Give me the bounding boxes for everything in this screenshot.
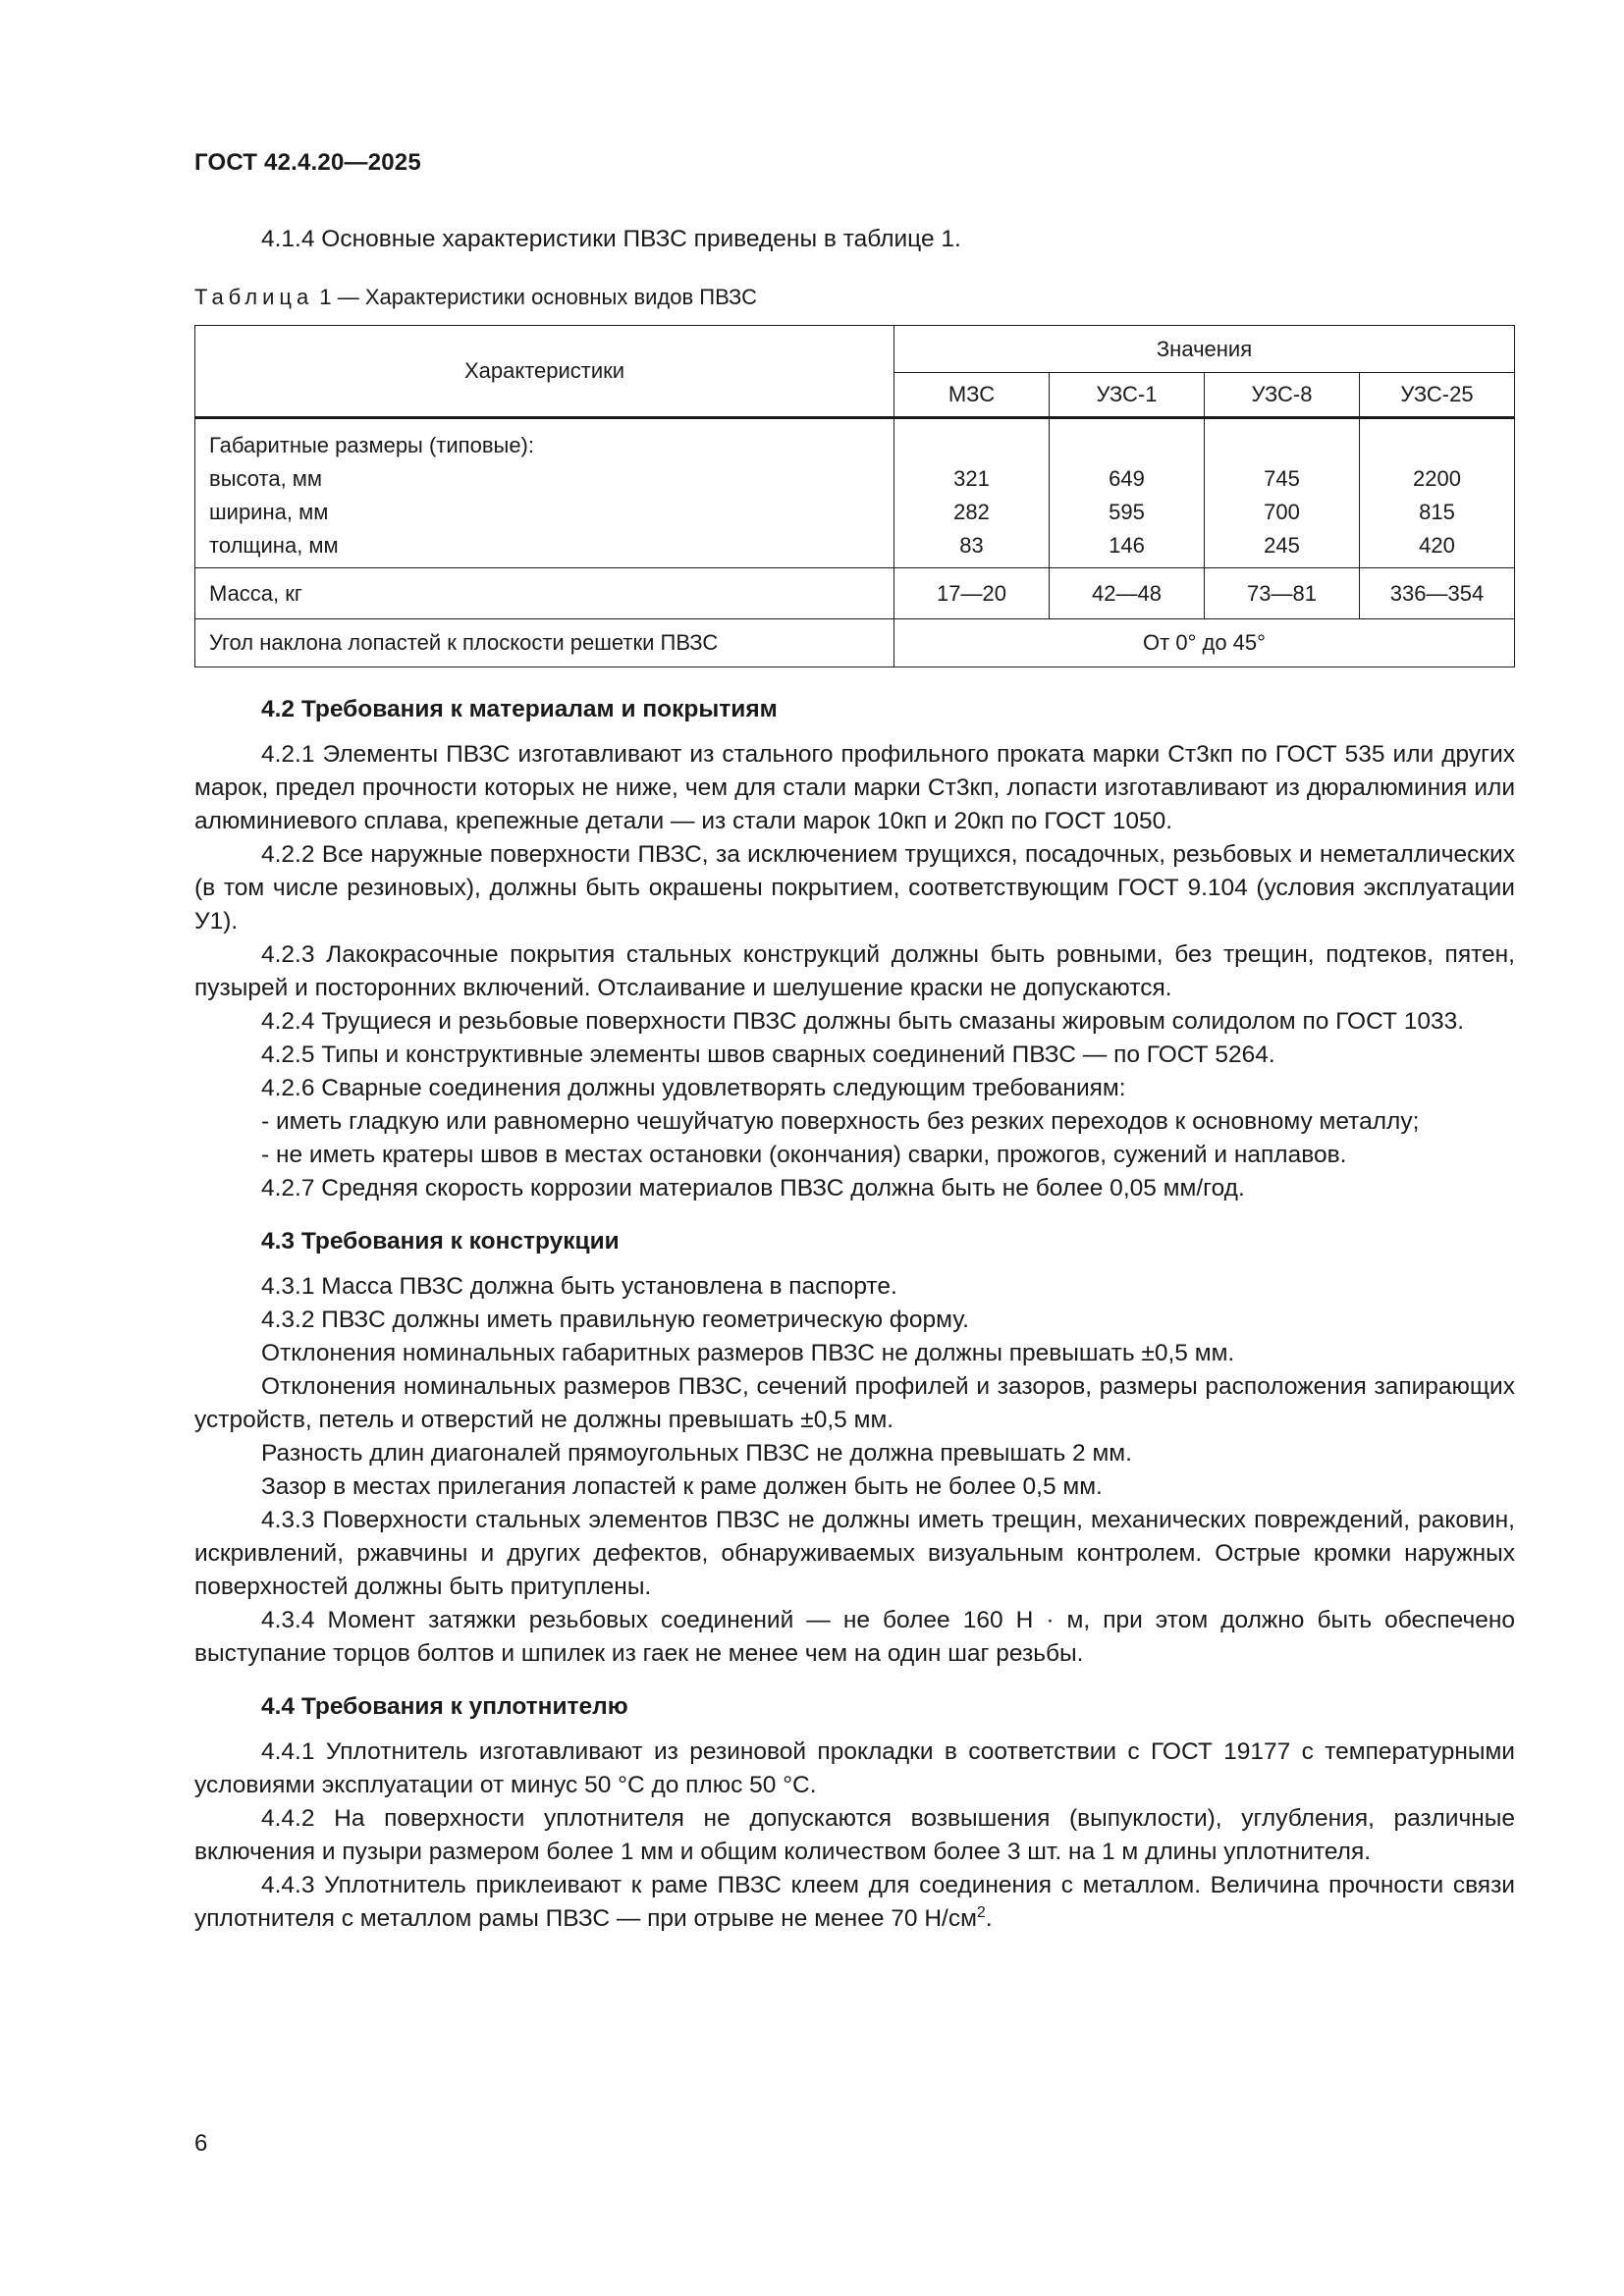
- superscript: 2: [976, 1903, 986, 1921]
- table-row-dimensions: [195, 418, 1515, 568]
- dims-label-thickness: толщина, мм: [209, 533, 339, 558]
- paragraph: Отклонения номинальных габаритных размеров ПВЗС не должны превышать ±0,5 мм.: [261, 1340, 1235, 1366]
- dims-values-uzs8: [1205, 418, 1360, 568]
- paragraph: 4.4.2 На поверхности уплотнителя не допускаются возвышения (выпуклости), углубления, различные включения и пузыри размером более 1 мм и общим количеством более 3 шт. на 1 м длины уплотнителя.: [194, 1805, 1515, 1865]
- cell-value: 815: [1419, 500, 1455, 524]
- table-intro: 4.1.4 Основные характеристики ПВЗС приведены в таблице 1.: [261, 226, 961, 252]
- cell-value: 420: [1419, 533, 1455, 558]
- paragraph: 4.3.1 Масса ПВЗС должна быть установлена в паспорте.: [261, 1273, 897, 1300]
- paragraph: Отклонения номинальных размеров ПВЗС, сечений профилей и зазоров, размеры расположения запирающих устройств, петель и отверстий не должны превышать ±0,5 мм.: [194, 1373, 1515, 1433]
- header-col-uzs1: УЗС-1: [1050, 373, 1205, 418]
- paragraph: 4.2.5 Типы и конструктивные элементы швов сварных соединений ПВЗС — по ГОСТ 5264.: [261, 1041, 1275, 1068]
- angle-value: От 0° до 45°: [894, 619, 1515, 667]
- paragraph: 4.2.6 Сварные соединения должны удовлетворять следующим требованиям:: [261, 1075, 1126, 1101]
- section-4-2: [194, 693, 1515, 1936]
- table-caption: [194, 285, 757, 310]
- cell-value: 336—354: [1360, 568, 1515, 619]
- mass-label: Масса, кг: [195, 568, 894, 619]
- cell-value: 2200: [1413, 466, 1461, 491]
- table-row-angle: [195, 619, 1515, 667]
- header-values: Значения: [894, 326, 1515, 373]
- cell-value: 700: [1264, 500, 1300, 524]
- cell-value: 73—81: [1205, 568, 1360, 619]
- paragraph: 4.2.2 Все наружные поверхности ПВЗС, за исключением трущихся, посадочных, резьбовых и неметаллических (в том числе резиновых), должны быть окрашены покрытием, соответствующим ГОСТ 9.104 (условия эксплуатации У1).: [194, 841, 1515, 934]
- dims-values-uzs25: [1360, 418, 1515, 568]
- section-heading: 4.2 Требования к материалам и покрытиям: [261, 696, 778, 722]
- paragraph: Зазор в местах прилегания лопастей к раме должен быть не более 0,5 мм.: [261, 1473, 1103, 1500]
- header-col-uzs25: УЗС-25: [1360, 373, 1515, 418]
- paragraph: 4.4.1 Уплотнитель изготавливают из резиновой прокладки в соответствии с ГОСТ 19177 с температурными условиями эксплуатации от минус 50 °С до плюс 50 °С.: [194, 1738, 1515, 1798]
- dims-values-uzs1: [1050, 418, 1205, 568]
- characteristics-table: [194, 325, 1515, 667]
- paragraph: 4.3.4 Момент затяжки резьбовых соединений — не более 160 Н · м, при этом должно быть обеспечено выступание торцов болтов и шпилек из гаек не менее чем на один шаг резьбы.: [194, 1607, 1515, 1667]
- table-caption-word: Таблица: [194, 285, 314, 309]
- paragraph-end: .: [985, 1905, 993, 1932]
- paragraph: 4.2.4 Трущиеся и резьбовые поверхности ПВЗС должны быть смазаны жировым солидолом по ГОСТ 1033.: [261, 1008, 1465, 1035]
- paragraph: 4.2.7 Средняя скорость коррозии материалов ПВЗС должна быть не более 0,05 мм/год.: [261, 1175, 1245, 1201]
- dims-values-mzs: [894, 418, 1050, 568]
- paragraph-text: 4.4.3 Уплотнитель приклеивают к раме ПВЗС клеем для соединения с металлом. Величина прочности связи уплотнителя с металлом рамы ПВЗС — при отрыве не менее 70 Н/см: [194, 1872, 1515, 1932]
- paragraph: 4.2.1 Элементы ПВЗС изготавливают из стального профильного проката марки Ст3кп по ГОСТ 535 или других марок, предел прочности которых не ниже, чем для стали марки Ст3кп, лопасти изготавливают из дюралюминия или алюминиевого сплава, крепежные детали — из стали марок 10кп и 20кп по ГОСТ 1050.: [194, 741, 1515, 834]
- paragraph: 4.3.2 ПВЗС должны иметь правильную геометрическую форму.: [261, 1307, 969, 1333]
- cell-value: 321: [953, 466, 990, 491]
- header-col-mzs: МЗС: [894, 373, 1050, 418]
- cell-value: 146: [1109, 533, 1145, 558]
- header-col-uzs8: УЗС-8: [1205, 373, 1360, 418]
- cell-value: 42—48: [1050, 568, 1205, 619]
- cell-value: 649: [1109, 466, 1145, 491]
- paragraph: 4.2.3 Лакокрасочные покрытия стальных конструкций должны быть ровными, без трещин, подтеков, пятен, пузырей и посторонних включений. Отслаивание и шелушение краски не допускаются.: [194, 941, 1515, 1001]
- paragraph: Разность длин диагоналей прямоугольных ПВЗС не должна превышать 2 мм.: [261, 1440, 1132, 1467]
- cell-value: 282: [953, 500, 990, 524]
- paragraph: [194, 1869, 1515, 1936]
- cell-value: 17—20: [894, 568, 1050, 619]
- paragraph: - иметь гладкую или равномерно чешуйчатую поверхность без резких переходов к основному металлу;: [261, 1108, 1420, 1135]
- document-code: ГОСТ 42.4.20—2025: [194, 149, 421, 176]
- dims-label-width: ширина, мм: [209, 500, 329, 524]
- cell-value: 245: [1264, 533, 1300, 558]
- section-heading: 4.3 Требования к конструкции: [261, 1228, 620, 1255]
- cell-value: 745: [1264, 466, 1300, 491]
- paragraph: - не иметь кратеры швов в местах остановки (окончания) сварки, прожогов, сужений и наплавов.: [261, 1142, 1347, 1168]
- cell-value: 83: [959, 533, 984, 558]
- cell-value: 595: [1109, 500, 1145, 524]
- dims-label-height: высота, мм: [209, 466, 323, 491]
- paragraph: 4.3.3 Поверхности стальных элементов ПВЗС не должны иметь трещин, механических повреждений, раковин, искривлений, ржавчины и других дефектов, обнаруживаемых визуальным контролем. Острые кромки наружных поверхностей должны быть притуплены.: [194, 1507, 1515, 1600]
- dims-title: Габаритные размеры (типовые):: [209, 433, 534, 457]
- header-characteristics: Характеристики: [195, 326, 894, 418]
- page-number: 6: [194, 2130, 208, 2157]
- section-heading: 4.4 Требования к уплотнителю: [261, 1693, 628, 1720]
- angle-label: Угол наклона лопастей к плоскости решетки ПВЗС: [195, 619, 894, 667]
- dims-labels: [195, 418, 894, 568]
- table-caption-text: 1 — Характеристики основных видов ПВЗС: [313, 285, 757, 309]
- table-row-mass: [195, 568, 1515, 619]
